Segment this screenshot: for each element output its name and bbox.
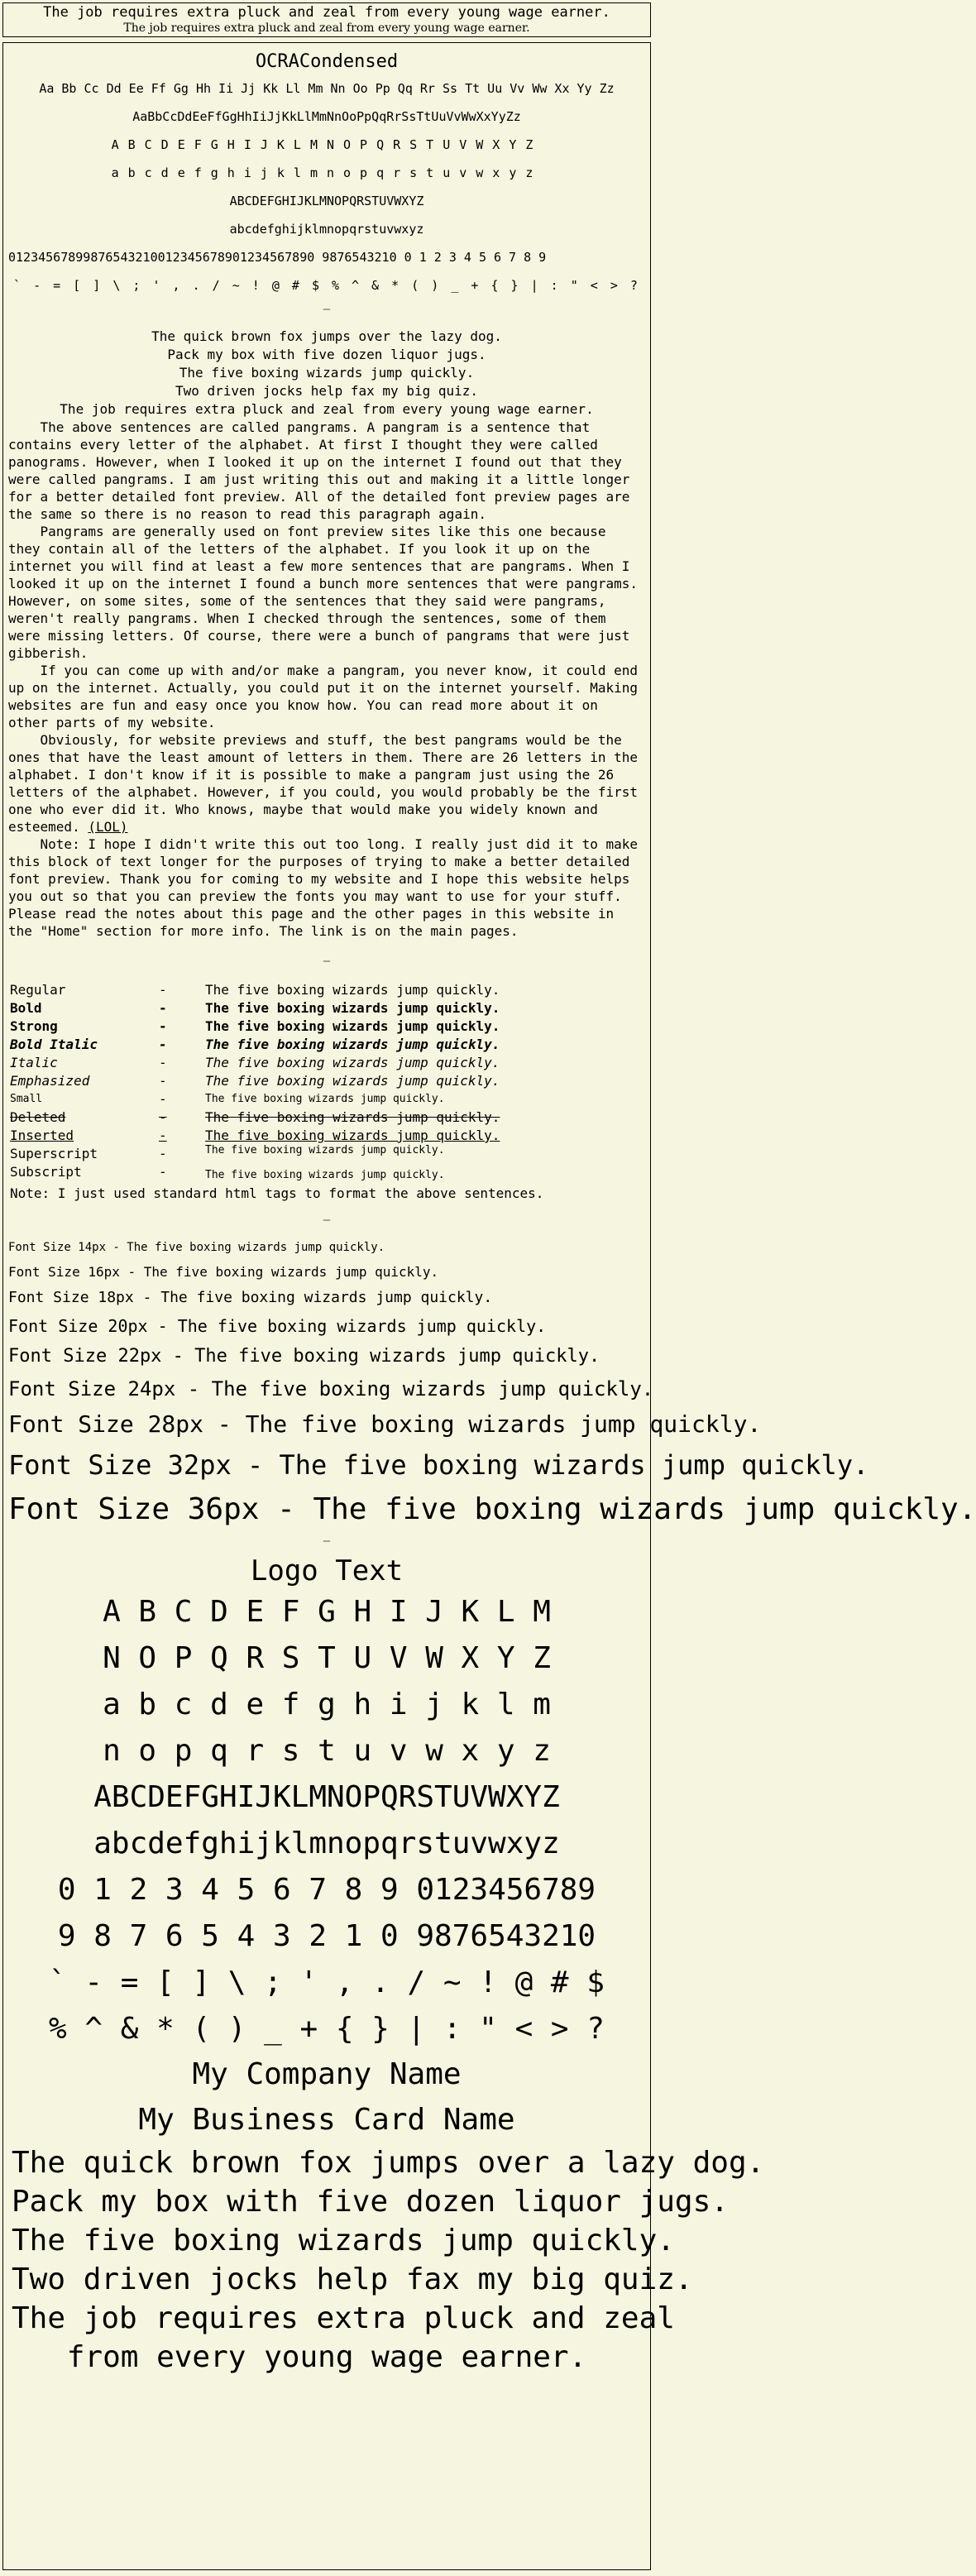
separator: — bbox=[323, 1214, 331, 1227]
pangram-list bbox=[3, 328, 650, 419]
size-sample-24: Font Size 24px - The five boxing wizards jump quickly. bbox=[8, 1377, 654, 1401]
style-dash: - bbox=[159, 1091, 167, 1107]
paragraph: Note: I hope I didn't write this out too long. I really just did it to make this block of text longer for the purposes of trying to make a better detailed font preview. Thank you for coming to my website and I hope this website helps you out so that you can preview the fonts you may want to use for your stuff. Please read the notes about this page and the other pages in this website in the "Home" section for more info. The link is on the main pages. bbox=[8, 836, 646, 939]
charset-lower-spaced: abcdefghijklmnopqrstuvwxyz bbox=[111, 165, 543, 180]
charset-lower: abcdefghijklmnopqrstuvwxyz bbox=[229, 222, 424, 237]
big-pangram: Pack my box with five dozen liquor jugs. bbox=[12, 2185, 729, 2219]
charset-upper: ABCDEFGHIJKLMNOPQRSTUVWXYZ bbox=[229, 194, 424, 208]
big-pangram: The five boxing wizards jump quickly. bbox=[12, 2224, 675, 2258]
logo-row: n o p q r s t u v w x y z bbox=[103, 1734, 551, 1768]
logo-title: Logo Text bbox=[250, 1554, 404, 1587]
size-sample-28: Font Size 28px - The five boxing wizards jump quickly. bbox=[8, 1410, 762, 1438]
charset-symbols: ` - = [ ] \ ; ' , . / ~ ! @ # $ % ^ & * ( ) _ + { } | : " < > ? bbox=[13, 278, 640, 293]
charset-pairs: Aa Bb Cc Dd Ee Ff Gg Hh Ii Jj Kk Ll Mm Nn Oo Pp Qq Rr Ss Tt Uu Vv Ww Xx Yy Zz bbox=[39, 81, 615, 96]
pangram-line: Pack my box with five dozen liquor jugs. bbox=[167, 347, 486, 362]
separator: — bbox=[323, 1535, 331, 1548]
style-sample: The five boxing wizards jump quickly. bbox=[205, 1055, 500, 1070]
font-name: OCRACondensed bbox=[255, 51, 399, 72]
size-sample-14: Font Size 14px - The five boxing wizards jump quickly. bbox=[8, 1241, 385, 1254]
style-label: Italic bbox=[10, 1055, 58, 1070]
style-dash: - bbox=[159, 1146, 167, 1161]
style-dash: - bbox=[159, 1055, 167, 1070]
style-sample: The five boxing wizards jump quickly. bbox=[205, 1169, 445, 1181]
separator: — bbox=[323, 303, 331, 316]
size-sample-22: Font Size 22px - The five boxing wizards jump quickly. bbox=[8, 1346, 600, 1367]
size-sample-16: Font Size 16px - The five boxing wizards jump quickly. bbox=[8, 1264, 439, 1280]
style-row-small bbox=[10, 1090, 643, 1108]
size-samples bbox=[3, 1235, 976, 1533]
style-dash: - bbox=[159, 1037, 167, 1052]
style-dash: - bbox=[159, 982, 167, 998]
style-sample: The five boxing wizards jump quickly. bbox=[205, 1093, 445, 1105]
pangram-line: The job requires extra pluck and zeal from every young wage earner. bbox=[60, 401, 594, 417]
logo-row: ` - = [ ] \ ; ' , . / ~ ! @ # $ bbox=[49, 1966, 605, 1999]
separator: — bbox=[323, 955, 331, 968]
style-row-emphasized bbox=[10, 1072, 643, 1090]
pangram-line: The five boxing wizards jump quickly. bbox=[179, 365, 475, 381]
style-dash: - bbox=[159, 1000, 167, 1016]
style-row-bold bbox=[10, 999, 643, 1017]
company-name: My Company Name bbox=[192, 2057, 462, 2091]
style-row-deleted bbox=[10, 1108, 643, 1127]
style-row-superscript bbox=[10, 1145, 643, 1163]
style-dash: - bbox=[159, 1073, 167, 1089]
style-note: Note: I just used standard html tags to format the above sentences. bbox=[10, 1185, 544, 1201]
style-row-subscript bbox=[10, 1163, 643, 1181]
style-row-strong bbox=[10, 1017, 643, 1036]
header-mono-line: The job requires extra pluck and zeal from every young wage earner. bbox=[43, 4, 610, 21]
charset-upper-spaced: ABCDEFGHIJKLMNOPQRSTUVWXYZ bbox=[111, 137, 543, 152]
style-sample: The five boxing wizards jump quickly. bbox=[205, 1128, 500, 1143]
charset-digits: 01234567899876543210012345678901234567890 9876543210 0 1 2 3 4 5 6 7 8 9 bbox=[8, 250, 547, 265]
logo-row: abcdefghijklmnopqrstuvwxyz bbox=[93, 1827, 560, 1860]
style-label: Emphasized bbox=[10, 1073, 90, 1089]
style-sample: The five boxing wizards jump quickly. bbox=[205, 982, 500, 998]
style-label: Strong bbox=[10, 1018, 58, 1034]
style-sample: The five boxing wizards jump quickly. bbox=[205, 1109, 500, 1125]
style-sample: The five boxing wizards jump quickly. bbox=[205, 1037, 500, 1052]
style-label: Bold bbox=[10, 1000, 42, 1016]
style-sample: The five boxing wizards jump quickly. bbox=[205, 1144, 445, 1156]
style-label: Small bbox=[10, 1093, 43, 1105]
style-label: Subscript bbox=[10, 1164, 82, 1180]
style-label: Inserted bbox=[10, 1128, 74, 1143]
paragraph-with-lol bbox=[3, 731, 650, 836]
style-row-bold-italic bbox=[10, 1036, 643, 1054]
style-row-italic bbox=[10, 1054, 643, 1072]
business-card-name: My Business Card Name bbox=[138, 2103, 515, 2137]
paragraph: If you can come up with and/or make a pangram, you never know, it could end up on the internet. Actually, you could put it on the internet yourself. Making websites are fun and easy once you know how. You can read more about it on other parts of my website. bbox=[8, 663, 646, 730]
charset-mixed: AaBbCcDdEeFfGgHhIiJjKkLlMmNnOoPpQqRrSsTtUuVvWwXxYyZz bbox=[132, 109, 521, 124]
style-label: Deleted bbox=[10, 1109, 66, 1125]
big-pangram: from every young wage earner. bbox=[66, 2340, 587, 2374]
paragraph: The above sentences are called pangrams. A pangram is a sentence that contains every letter of the alphabet. At first I thought they were called panograms. However, when I looked it up on the internet I found out that they were called pangrams. I am just writing this out and making it a little longer for a better detailed font preview. All of the detailed font preview pages are the same so there is no reason to read this paragraph again. bbox=[8, 419, 638, 522]
style-label: Regular bbox=[10, 982, 66, 998]
preview-card bbox=[2, 42, 976, 2570]
logo-row: 0 1 2 3 4 5 6 7 8 9 0123456789 bbox=[57, 1873, 596, 1907]
style-label: Bold Italic bbox=[10, 1037, 98, 1052]
logo-row: ABCDEFGHIJKLMNOPQRSTUVWXYZ bbox=[93, 1780, 560, 1814]
logo-row: N O P Q R S T U V W X Y Z bbox=[103, 1641, 551, 1675]
style-dash: - bbox=[159, 1128, 167, 1143]
style-dash: - bbox=[159, 1109, 167, 1125]
style-sample: The five boxing wizards jump quickly. bbox=[205, 1018, 500, 1034]
logo-row: A B C D E F G H I J K L M bbox=[103, 1595, 551, 1629]
lol-link[interactable]: (LOL) bbox=[88, 819, 128, 835]
pangram-line: The quick brown fox jumps over the lazy dog. bbox=[151, 328, 502, 344]
header-serif-line: The job requires extra pluck and zeal from every young wage earner. bbox=[123, 22, 530, 35]
style-label: Superscript bbox=[10, 1146, 98, 1161]
style-sample: The five boxing wizards jump quickly. bbox=[205, 1073, 500, 1089]
big-pangram: The job requires extra pluck and zeal bbox=[12, 2301, 675, 2335]
style-row-regular bbox=[10, 981, 643, 999]
logo-row: a b c d e f g h i j k l m bbox=[103, 1688, 551, 1721]
paragraph-text: Obviously, for website previews and stuff, the best pangrams would be the ones that have the least amount of letters in them. There are 26 letters in the alphabet. I don't know if it is possible to make a pangram just using the 26 letters of the alphabet. However, if you could, you would probably be the first one who ever did it. Who knows, maybe that would make you widely known and esteemed. bbox=[8, 732, 646, 835]
size-sample-18: Font Size 18px - The five boxing wizards jump quickly. bbox=[8, 1289, 493, 1306]
style-sample: The five boxing wizards jump quickly. bbox=[205, 1000, 500, 1016]
logo-row: % ^ & * ( ) _ + { } | : " < > ? bbox=[49, 2012, 605, 2046]
big-pangram: The quick brown fox jumps over a lazy dog. bbox=[12, 2146, 765, 2180]
size-sample-20: Font Size 20px - The five boxing wizards jump quickly. bbox=[8, 1316, 547, 1336]
style-dash: - bbox=[159, 1018, 167, 1034]
logo-row: 9 8 7 6 5 4 3 2 1 0 9876543210 bbox=[57, 1919, 596, 1953]
style-samples bbox=[3, 981, 650, 1181]
big-pangram: Two driven jocks help fax my big quiz. bbox=[12, 2262, 693, 2296]
pangram-line: Two driven jocks help fax my big quiz. bbox=[175, 383, 479, 399]
header-banner bbox=[2, 2, 651, 37]
style-dash: - bbox=[159, 1164, 167, 1180]
size-sample-36: Font Size 36px - The five boxing wizards jump quickly. bbox=[8, 1492, 976, 1526]
size-sample-32: Font Size 32px - The five boxing wizards jump quickly. bbox=[8, 1449, 869, 1481]
paragraph: Pangrams are generally used on font preview sites like this one because they contain all of the letters of the alphabet. If you look it up on the internet you will find at least a few more sentences that are pangrams. When I looked it up on the internet I found a bunch more sentences that were pangrams. However, on some sites, some of the sentences that they said were pangrams, weren't really pangrams. When I checked through the sentences, some of them were missing letters. Of course, there were a bunch of pangrams that were just gibberish. bbox=[8, 524, 646, 661]
